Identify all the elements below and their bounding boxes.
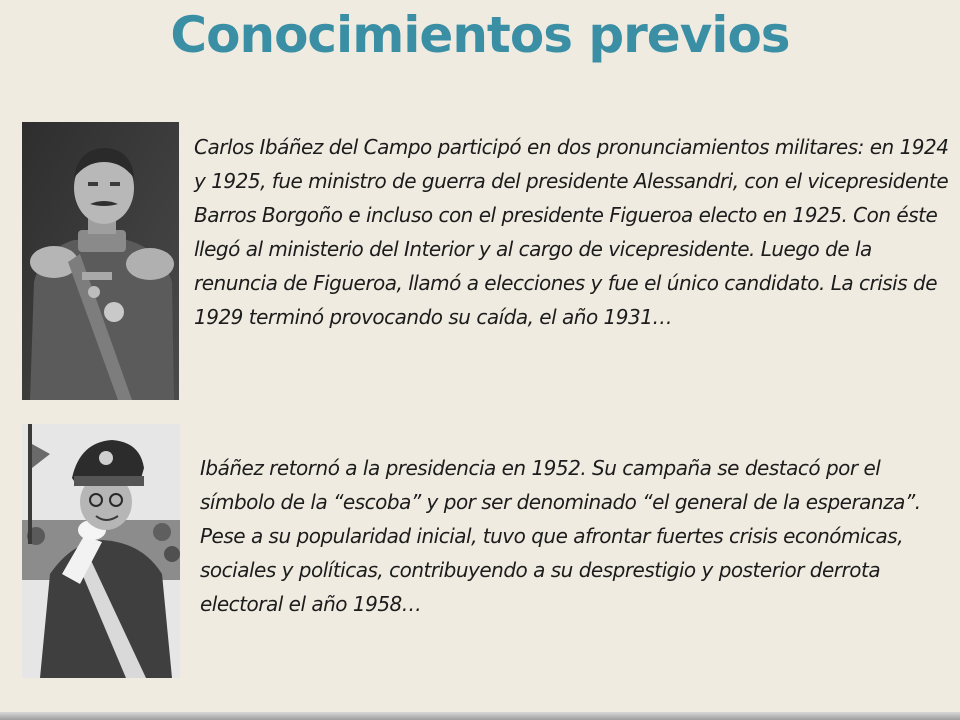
portrait-photo-ibanez-1952 (22, 424, 180, 678)
slide-title: Conocimientos previos (170, 6, 790, 64)
portrait-photo-ibanez-1924 (22, 122, 179, 400)
bottom-bar (0, 712, 960, 720)
paragraph-first-period: Carlos Ibáñez del Campo participó en dos pronunciamientos militares: en 1924 y 1925, fue ministro de guerra del presidente Alessandri, con el vicepresidente Barros Borgoño e incluso con el presidente Figueroa electo en 1925. Con éste llegó al ministerio del Interior y al cargo de vicepresidente. Luego de la renuncia de Figueroa, llamó a elecciones y fue el único candidato. La crisis de 1929 terminó provocando su caída, el año 1931… (194, 135, 949, 329)
paragraph-second-period: Ibáñez retornó a la presidencia en 1952. Su campaña se destacó por el símbolo de la “escoba” y por ser denominado “el general de la esperanza”. Pese a su popularidad inicial, tuvo que afrontar fuertes crisis económicas, sociales y políticas, contribuyendo a su desprestigio y posterior derrota electoral el año 1958… (200, 456, 921, 616)
